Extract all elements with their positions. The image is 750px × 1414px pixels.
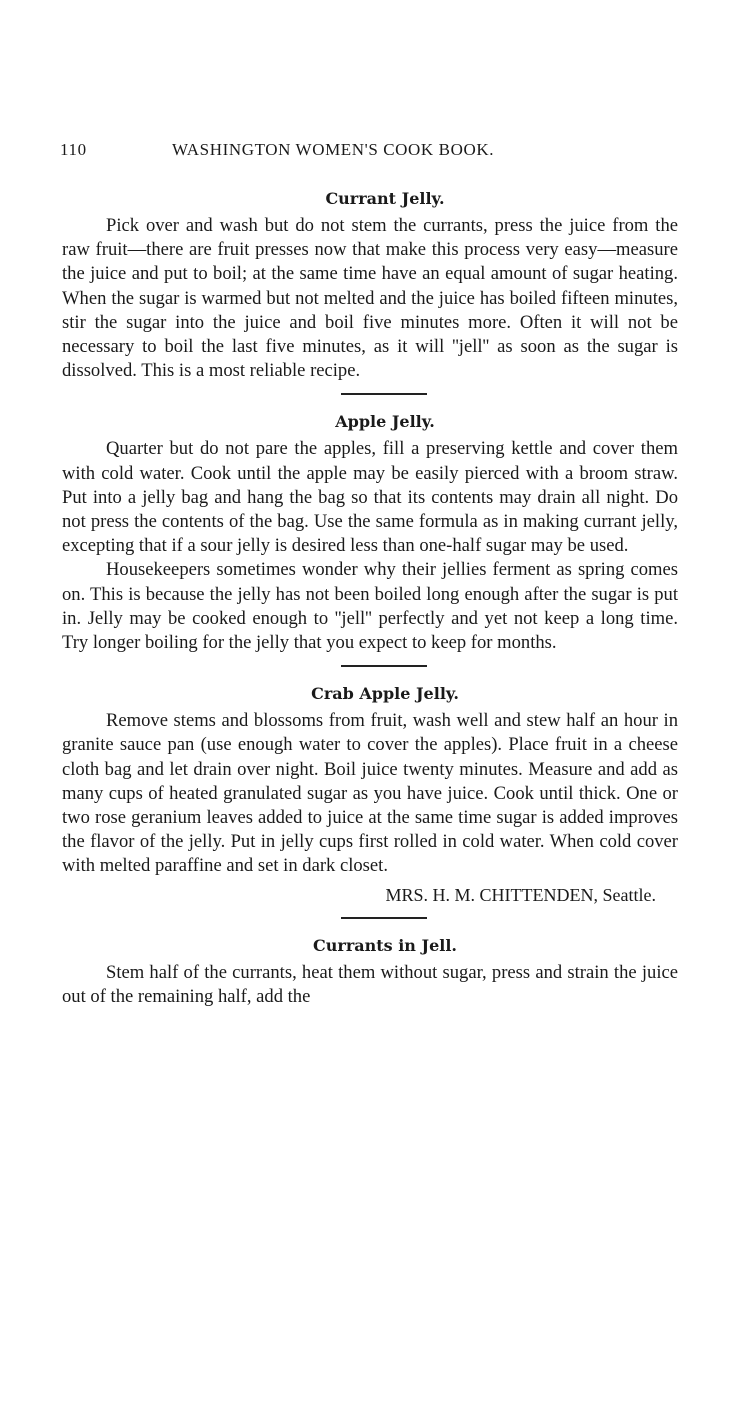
recipe-paragraph: Pick over and wash but do not stem the currants, press the juice from the raw fruit—there are fruit presses now that make this process very easy—measure the juice and put to boil; at the same time have an equal amount of sugar heating. When the sugar is warmed but not melted and the juice has boiled fifteen minutes, stir the sugar into the juice and boil five minutes more. Often it will not be necessary to boil the last five minutes, as it will ''jell'' as soon as the sugar is dissolved. This is a most reliable recipe. xyxy=(62,215,678,382)
recipe-apple-jelly xyxy=(62,407,678,655)
section-divider xyxy=(341,917,427,919)
recipe-crab-apple-jelly xyxy=(62,679,678,906)
recipe-paragraph: Housekeepers sometimes wonder why their jellies ferment as spring comes on. This is because the jelly has not been boiled long enough after the sugar is put in. Jelly may be cooked enough to ''jell'' perfectly and yet not keep a long time. Try longer boiling for the jelly that you expect to keep for months. xyxy=(62,559,678,654)
recipe-currants-in-jell xyxy=(62,931,678,1009)
recipe-paragraph: Remove stems and blossoms from fruit, wash well and stew half an hour in granite sauce pan (use enough water to cover the apples). Place fruit in a cheese cloth bag and let drain over night. Boil juice twenty minutes. Measure and add as many cups of heated granulated sugar as you have juice. Cook until thick. One or two rose geranium leaves added to juice at the same time sugar is added improves the flavor of the jelly. Put in jelly cups first rolled in cold water. When cold cover with melted paraffine and set in dark closet. xyxy=(62,710,678,877)
running-title: WASHINGTON WOMEN'S COOK BOOK. xyxy=(172,140,495,159)
recipe-title: Crab Apple Jelly. xyxy=(311,684,459,704)
recipe-currant-jelly xyxy=(62,184,678,383)
recipe-signature: MRS. H. M. CHITTENDEN, Seattle. xyxy=(385,884,656,905)
recipe-title: Currants in Jell. xyxy=(313,935,457,955)
recipe-paragraph: Quarter but do not pare the apples, fill a preserving kettle and cover them with cold water. Cook until the apple may be easily pierced with a broom straw. Put into a jelly bag and hang the bag so that its contents may drain all night. Do not press the contents of the bag. Use the same formula as in making currant jelly, excepting that if a sour jelly is desired less than one-half sugar may be used. xyxy=(62,438,678,557)
running-header xyxy=(62,140,678,166)
recipe-title: Currant Jelly. xyxy=(325,189,445,208)
section-divider xyxy=(341,665,427,667)
recipe-paragraph: Stem half of the currants, heat them without sugar, press and strain the juice out of the remaining half, add the xyxy=(62,961,678,1007)
page-number: 110 xyxy=(60,140,87,159)
recipe-title: Apple Jelly. xyxy=(335,412,435,432)
section-divider xyxy=(341,393,427,395)
page-body xyxy=(62,184,678,1009)
